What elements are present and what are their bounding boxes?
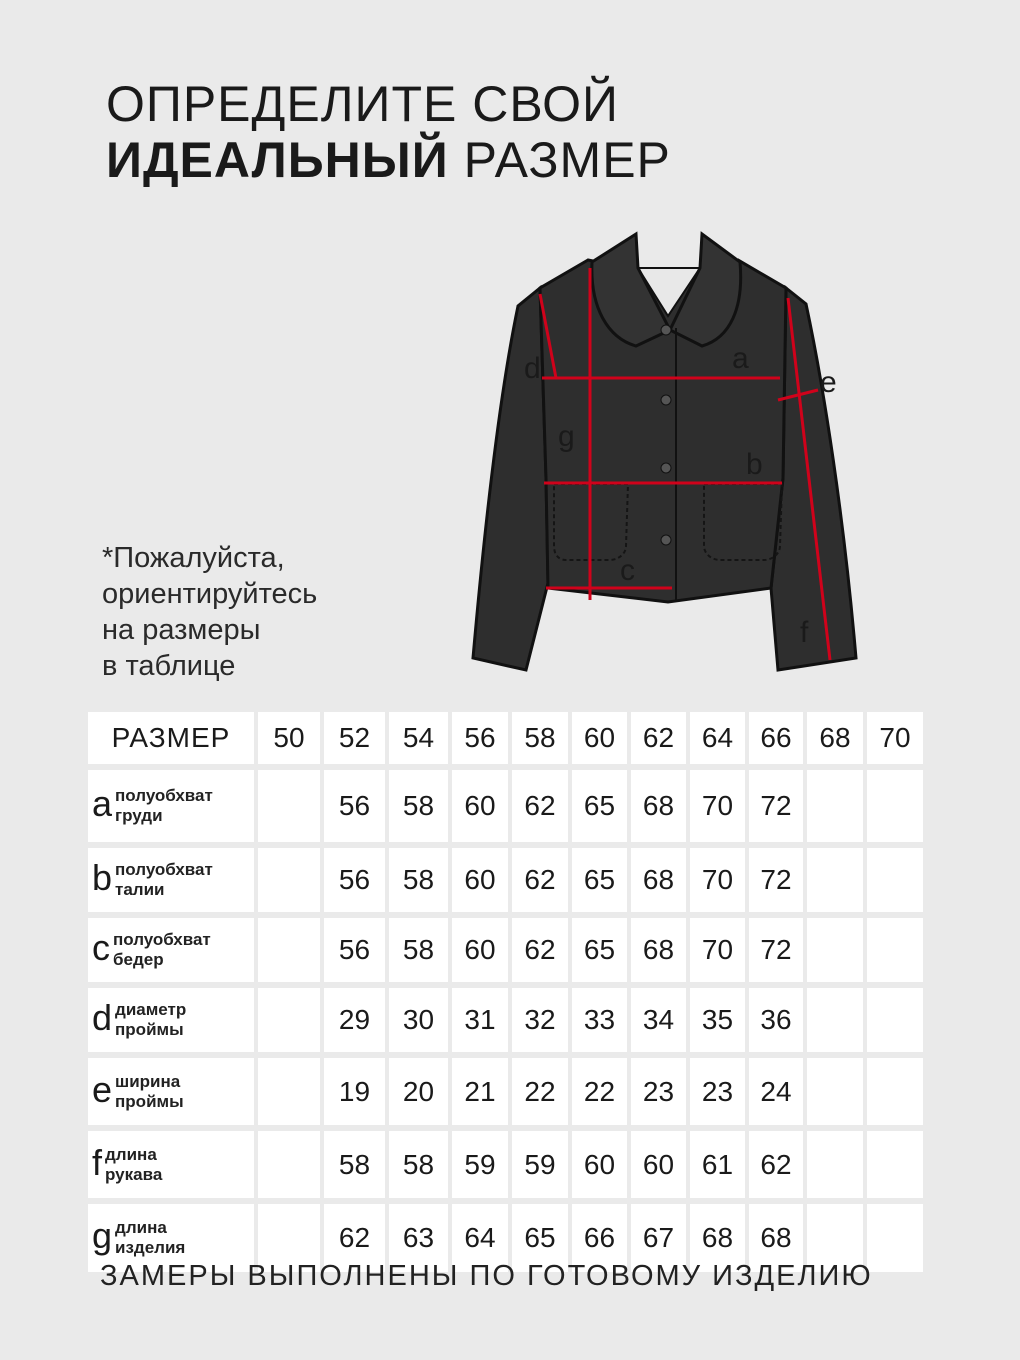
row-description xyxy=(115,1072,184,1112)
table-cell xyxy=(867,988,923,1052)
table-cell: 31 xyxy=(452,988,508,1052)
row-description xyxy=(115,1000,186,1040)
row-description-line: полуобхват xyxy=(115,860,213,879)
table-cell xyxy=(867,1204,923,1272)
table-cell: 19 xyxy=(324,1058,385,1125)
table-cell xyxy=(807,1058,863,1125)
row-description-line: талии xyxy=(115,880,165,899)
table-cell: 24 xyxy=(749,1058,803,1125)
table-header-size: 70 xyxy=(867,712,923,764)
button-1 xyxy=(661,325,671,335)
jacket-body xyxy=(540,260,786,602)
note-line: *Пожалуйста, xyxy=(102,542,285,574)
table-cell: 60 xyxy=(452,770,508,842)
row-description xyxy=(105,1145,162,1185)
jacket-diagram xyxy=(468,228,868,678)
label-b: b xyxy=(746,448,763,481)
table-cell: 65 xyxy=(512,1204,568,1272)
table-cell: 33 xyxy=(572,988,627,1052)
table-cell: 64 xyxy=(452,1204,508,1272)
table-header-size: 68 xyxy=(807,712,863,764)
table-cell: 68 xyxy=(690,1204,745,1272)
table-cell: 66 xyxy=(572,1204,627,1272)
table-header-size: 66 xyxy=(749,712,803,764)
table-cell: 60 xyxy=(452,918,508,982)
table-cell: 34 xyxy=(631,988,686,1052)
table-cell xyxy=(258,988,320,1052)
row-description-line: ширина xyxy=(115,1071,181,1091)
table-row-label xyxy=(88,848,254,912)
label-g: g xyxy=(558,420,575,453)
table-row-label xyxy=(88,988,254,1052)
table-header-size: 54 xyxy=(389,712,448,764)
table-cell: 59 xyxy=(452,1131,508,1198)
table-cell xyxy=(807,770,863,842)
title-rest-word: РАЗМЕР xyxy=(463,132,671,188)
note-line: ориентируйтесь xyxy=(102,578,318,610)
label-a: a xyxy=(732,342,749,375)
table-cell: 35 xyxy=(690,988,745,1052)
table-cell: 62 xyxy=(324,1204,385,1272)
table-cell: 65 xyxy=(572,770,627,842)
button-3 xyxy=(661,463,671,473)
row-description-line: полуобхват xyxy=(113,930,211,949)
table-cell xyxy=(867,770,923,842)
row-description-line: изделия xyxy=(115,1238,186,1257)
table-cell xyxy=(807,1131,863,1198)
table-cell: 23 xyxy=(631,1058,686,1125)
table-cell: 70 xyxy=(690,848,745,912)
table-cell: 62 xyxy=(512,918,568,982)
table-cell: 60 xyxy=(572,1131,627,1198)
label-f: f xyxy=(800,616,809,649)
row-letter: e xyxy=(92,1068,113,1110)
table-cell: 58 xyxy=(389,848,448,912)
table-cell: 21 xyxy=(452,1058,508,1125)
row-description-line: проймы xyxy=(115,1020,184,1039)
button-4 xyxy=(661,535,671,545)
title-line-1: ОПРЕДЕЛИТЕ СВОЙ xyxy=(106,76,619,132)
table-cell: 72 xyxy=(749,770,803,842)
table-row-label xyxy=(88,918,254,982)
table-header-size: 60 xyxy=(572,712,627,764)
table-cell xyxy=(258,1131,320,1198)
table-cell: 36 xyxy=(749,988,803,1052)
label-d: d xyxy=(524,352,541,385)
table-header-size: 64 xyxy=(690,712,745,764)
table-cell: 58 xyxy=(389,770,448,842)
table-cell xyxy=(807,918,863,982)
table-cell xyxy=(867,1131,923,1198)
table-cell: 22 xyxy=(572,1058,627,1125)
table-cell: 20 xyxy=(389,1058,448,1125)
size-table xyxy=(88,712,923,1272)
table-cell: 32 xyxy=(512,988,568,1052)
table-cell: 59 xyxy=(512,1131,568,1198)
table-cell xyxy=(258,1058,320,1125)
table-cell xyxy=(807,988,863,1052)
row-description-line: длина xyxy=(105,1144,157,1164)
table-cell: 70 xyxy=(690,770,745,842)
size-note xyxy=(102,540,317,684)
table-cell: 68 xyxy=(631,918,686,982)
table-cell: 58 xyxy=(389,918,448,982)
table-cell xyxy=(867,1058,923,1125)
table-cell: 60 xyxy=(452,848,508,912)
table-cell: 62 xyxy=(749,1131,803,1198)
table-row-label xyxy=(88,1131,254,1198)
table-cell: 70 xyxy=(690,918,745,982)
table-cell: 29 xyxy=(324,988,385,1052)
table-cell: 22 xyxy=(512,1058,568,1125)
page-title xyxy=(106,76,671,188)
table-cell: 68 xyxy=(631,848,686,912)
table-header-size: 52 xyxy=(324,712,385,764)
table-header-size: 56 xyxy=(452,712,508,764)
row-letter: g xyxy=(92,1215,113,1256)
table-cell: 56 xyxy=(324,770,385,842)
table-cell: 68 xyxy=(749,1204,803,1272)
row-description-line: длина xyxy=(115,1218,167,1237)
table-cell: 62 xyxy=(512,848,568,912)
table-cell: 68 xyxy=(631,770,686,842)
row-description xyxy=(113,930,211,970)
table-cell: 23 xyxy=(690,1058,745,1125)
table-cell: 56 xyxy=(324,918,385,982)
table-cell: 62 xyxy=(512,770,568,842)
row-letter: b xyxy=(92,857,113,898)
table-cell xyxy=(258,848,320,912)
table-header-size: 62 xyxy=(631,712,686,764)
footer-note: ЗАМЕРЫ ВЫПОЛНЕНЫ ПО ГОТОВОМУ ИЗДЕЛИЮ xyxy=(100,1260,873,1292)
table-cell: 72 xyxy=(749,848,803,912)
button-2 xyxy=(661,395,671,405)
table-cell xyxy=(807,848,863,912)
row-description xyxy=(115,860,213,900)
left-sleeve xyxy=(473,288,548,670)
table-cell: 72 xyxy=(749,918,803,982)
note-line: на размеры xyxy=(102,614,261,646)
table-cell: 60 xyxy=(631,1131,686,1198)
table-header-label: РАЗМЕР xyxy=(88,712,254,764)
table-cell: 65 xyxy=(572,848,627,912)
table-cell xyxy=(867,918,923,982)
row-description xyxy=(115,1218,185,1258)
table-row-label xyxy=(88,770,254,842)
label-c: c xyxy=(620,554,635,587)
title-bold-word: ИДЕАЛЬНЫЙ xyxy=(106,132,449,188)
table-cell xyxy=(258,770,320,842)
row-letter: d xyxy=(92,997,113,1038)
table-cell: 30 xyxy=(389,988,448,1052)
table-cell: 63 xyxy=(389,1204,448,1272)
row-letter: f xyxy=(92,1141,103,1183)
label-e: e xyxy=(820,366,837,399)
row-description-line: груди xyxy=(115,806,163,825)
table-header-size: 58 xyxy=(512,712,568,764)
table-cell xyxy=(258,918,320,982)
table-cell xyxy=(867,848,923,912)
table-cell: 61 xyxy=(690,1131,745,1198)
table-cell: 58 xyxy=(389,1131,448,1198)
title-line-2 xyxy=(106,132,671,188)
row-letter: c xyxy=(92,927,110,968)
row-description-line: бедер xyxy=(113,950,164,969)
row-description xyxy=(115,786,213,826)
row-description-line: рукава xyxy=(105,1164,163,1184)
table-cell: 65 xyxy=(572,918,627,982)
row-description-line: проймы xyxy=(115,1091,184,1111)
table-cell: 58 xyxy=(324,1131,385,1198)
row-description-line: диаметр xyxy=(115,1000,187,1019)
table-row-label xyxy=(88,1058,254,1125)
table-cell: 56 xyxy=(324,848,385,912)
row-description-line: полуобхват xyxy=(115,786,213,805)
row-letter: a xyxy=(92,783,113,824)
note-line: в таблице xyxy=(102,650,236,682)
table-cell: 67 xyxy=(631,1204,686,1272)
table-header-size: 50 xyxy=(258,712,320,764)
